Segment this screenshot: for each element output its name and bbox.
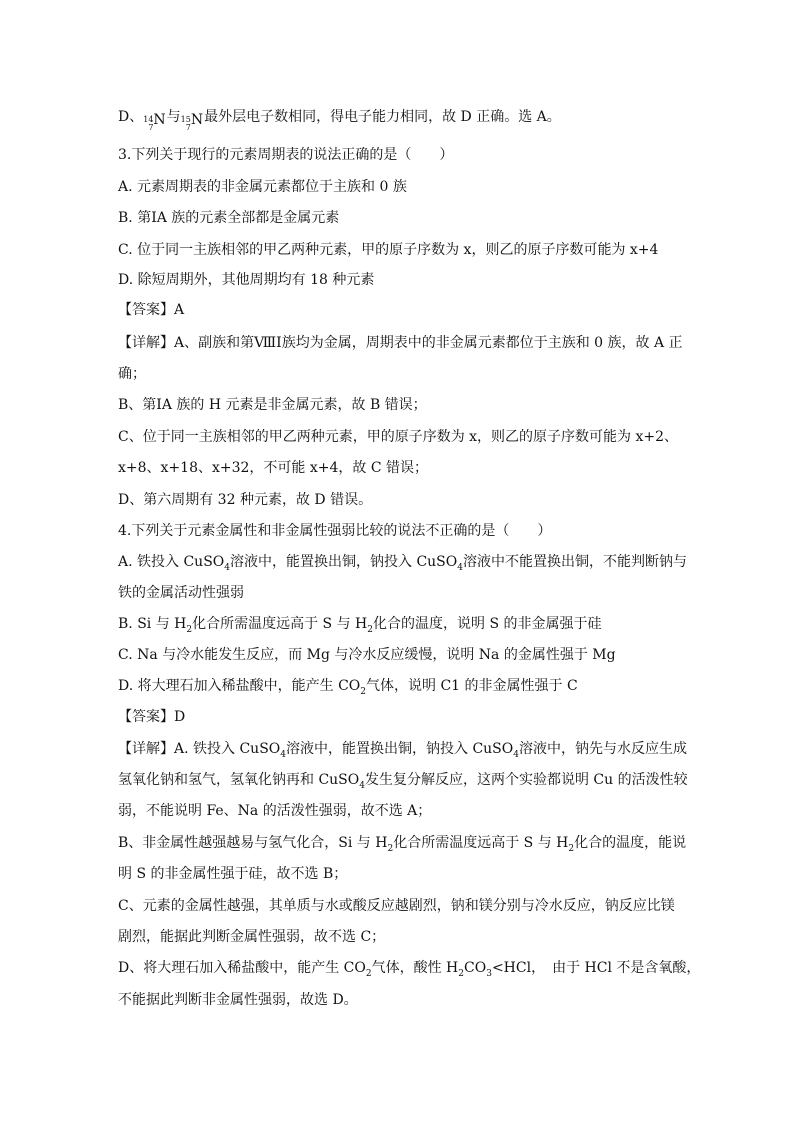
text: 与 [166, 109, 181, 125]
q4-detail-line: 【详解】A. 铁投入 CuSO$_4$溶液中，能置换出铜，钠投入 CuSO$_4$溶液中，钠先与水反应生成 [118, 741, 687, 760]
q4-option-a-cont: 铁的金属活动性强弱 [118, 585, 244, 601]
q4-option-d: D. 将大理石加入稀盐酸中，能产生 $CO_2$气体，说明 C1 的非金属性强于 C [118, 678, 578, 697]
q4-detail-line: 明 S 的非金属性强于硅，故不选 B； [118, 866, 348, 882]
q4-option-c: C. Na 与冷水能发生反应，而 Mg 与冷水反应缓慢，说明 Na 的金属性强于 Mg [118, 647, 616, 663]
q3-detail-line: D、第六周期有 32 种元素，故 D 错误。 [118, 492, 373, 508]
q4-detail-line: 弱，不能说明 Fe、Na 的活泼性强弱，故不选 A； [118, 803, 432, 819]
q4-option-b: B. Si 与 $H_2$化合所需温度远高于 S 与 $H_2$化合的温度，说明 S 的非金属强于硅 [118, 616, 602, 635]
text: D、 [118, 109, 144, 125]
question-4: 4.下列关于元素金属性和非金属性强弱比较的说法不正确的是（ ） [118, 523, 552, 539]
q3-option-b: B. 第ⅠA 族的元素全部都是金属元素 [118, 210, 340, 226]
q3-detail-line: C、位于同一主族相邻的甲乙两种元素，甲的原子序数为 x，则乙的原子序数可能为 x+2、 [118, 429, 679, 445]
q4-detail-line: D、将大理石加入稀盐酸中，能产生 $CO_2$气体，酸性 $H_2CO_3<HCl$， 由于 HCl 不是含氧酸， [118, 960, 701, 979]
text: 最外层电子数相同，得电子能力相同，故 D 正确。选 A。 [204, 109, 561, 125]
q4-detail-line: 氢氧化钠和氢气，氢氧化钠再和 CuSO$_4$发生复分解反应，这两个实验都说明 Cu 的活泼性较 [118, 772, 688, 791]
explanation-d-isotopes [118, 107, 688, 132]
q3-detail-line: 确； [118, 366, 146, 382]
q4-detail-line: B、非金属性越强越易与氢气化合，Si 与 $H_2$化合所需温度远高于 S 与 $H_2$化合的温度，能说 [118, 835, 687, 854]
q3-option-d: D. 除短周期外，其他周期均有 18 种元素 [118, 272, 375, 288]
isotope-n14: 14 7 N [143, 112, 166, 132]
q4-detail-line: 剧烈，能据此判断金属性强弱，故不选 C； [118, 929, 386, 945]
isotope-n15: 15 7 N [180, 112, 204, 132]
q3-detail-line: 【详解】A、副族和第ⅧI族均为金属，周期表中的非金属元素都位于主族和 0 族，故 A 正 [118, 335, 683, 351]
q3-option-a: A. 元素周期表的非金属元素都位于主族和 0 族 [118, 179, 407, 195]
q4-detail-line: C、元素的金属性越强，其单质与水或酸反应越剧烈，钠和镁分别与冷水反应，钠反应比镁 [118, 898, 675, 914]
q4-option-a: A. 铁投入 CuSO$_4$溶液中，能置换出铜，钠投入 CuSO$_4$溶液中不能置换出铜，不能判断钠与 [118, 554, 687, 573]
q3-detail-line: x+8、x+18、x+32，不可能 x+4，故 C 错误； [118, 460, 429, 476]
question-3: 3.下列关于现行的元素周期表的说法正确的是（ ） [118, 147, 454, 163]
q3-detail-line: B、第ⅠA 族的 H 元素是非金属元素，故 B 错误； [118, 397, 427, 413]
q4-answer: 【答案】D [118, 709, 186, 725]
q4-detail-line: 不能据此判断非金属性强弱，故选 D。 [118, 992, 358, 1008]
q3-answer: 【答案】A [118, 302, 185, 318]
q3-option-c: C. 位于同一主族相邻的甲乙两种元素，甲的原子序数为 x，则乙的原子序数可能为 x+4 [118, 242, 659, 258]
